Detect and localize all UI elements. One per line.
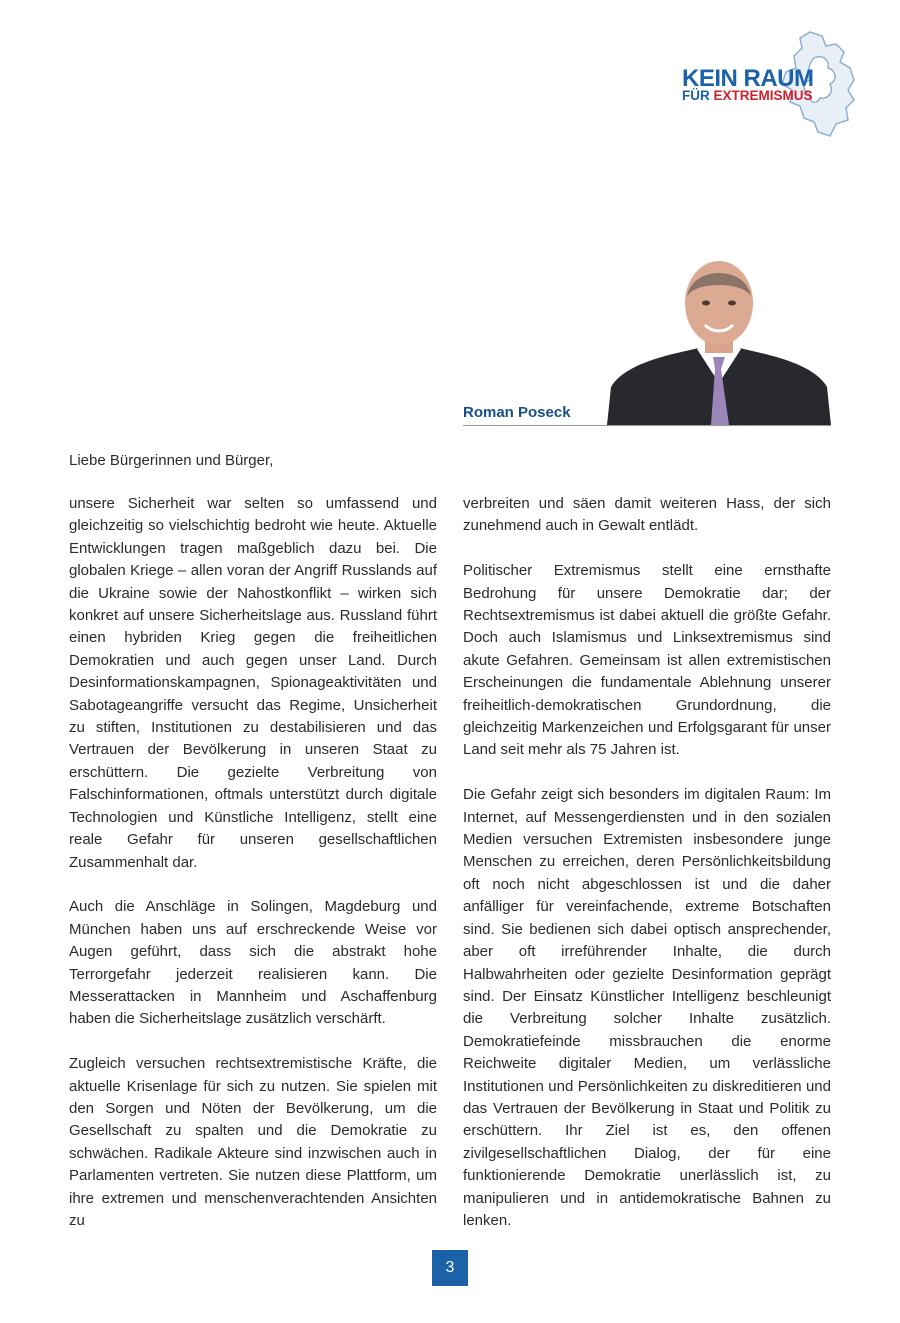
logo-subtitle-accent: EXTREMISMUS <box>713 88 813 103</box>
text-column-right <box>463 493 831 1255</box>
portrait-caption: Roman Poseck <box>463 404 571 421</box>
paragraph: verbreiten und säen damit weiteren Hass, der sich zunehmend auch in Gewalt entlädt. <box>463 495 831 535</box>
caption-divider <box>463 425 831 426</box>
text-column-left <box>69 493 437 1255</box>
logo-subtitle <box>682 88 813 104</box>
portrait-photo <box>607 247 831 425</box>
paragraph: unsere Sicherheit war selten so umfassend und gleichzeitig so vielschichtig bedroht wie heute. Aktuelle Entwicklungen tragen maßgeblich dazu bei. Die globalen Kriege – allen voran der Angriff Russlands auf die Ukraine sowie der Nahostkonflikt – wirken sich konkret auf unsere Sicherheitslage aus. Russland führt einen hybriden Krieg gegen die freiheitlichen Demokratien und auch gegen unser Land. Durch Desinformationskampagnen, Spionageaktivitäten und Sabotageangriffe versucht das Regime, Unsicherheit zu stiften, Institutionen zu destabilisieren und das Vertrauen der Bevölkerung in unseren Staat zu erschüttern. Die gezielte Verbreitung von Falschinformationen, oftmals unterstützt durch digitale Technologien und Künstliche Intelligenz, stellt eine reale Gefahr für unseren gesellschaftlichen Zusammenhalt dar. <box>69 495 437 871</box>
paragraph: Die Gefahr zeigt sich besonders im digitalen Raum: Im Internet, auf Messengerdiensten und in den sozialen Medien versuchen Extremisten insbesondere junge Menschen zu erreichen, deren Persönlichkeitsbildung oft noch nicht abgeschlossen ist und die daher anfälliger für vereinfachende, extreme Botschaften sind. Sie bedienen sich dabei optisch ansprechender, aber oft irreführender Inhalte, die durch Halbwahrheiten oder gezielte Desinformation geprägt sind. Der Einsatz Künstlicher Intelligenz beschleunigt die Verbreitung solcher Inhalte zusätzlich. Demokratiefeinde missbrauchen die enorme Reichweite digitaler Medien, um verlässliche Institutionen und Persönlichkeiten zu diskreditieren und das Vertrauen der Bevölkerung in Staat und Politik zu erschüttern. Ihr Ziel ist es, den offenen zivilgesellschaftlichen Dialog, der für eine funktionierende Demokratie unerlässlich ist, zu manipulieren und in antidemokratische Bahnen zu lenken. <box>463 786 831 1229</box>
logo-title: KEIN RAUM <box>682 65 814 92</box>
paragraph: Auch die Anschläge in Solingen, Magdeburg und München haben uns auf erschreckende Weise vor Augen geführt, dass sich die abstrakt hohe Terrorgefahr jederzeit realisieren kann. Die Messerattacken in Mannheim und Aschaffenburg haben die Sicherheitslage zusätzlich verschärft. <box>69 898 437 1028</box>
letter-salutation: Liebe Bürgerinnen und Bürger, <box>69 452 274 469</box>
campaign-logo <box>678 28 863 140</box>
paragraph: Zugleich versuchen rechtsextremistische Kräfte, die aktuelle Krisenlage für sich zu nutzen. Sie spielen mit den Sorgen und Nöten der Bevölkerung, um die Gesellschaft zu spalten und die Demokratie zu schwächen. Radikale Akteure sind inzwischen auch in Parlamenten vertreten. Sie nutzen diese Plattform, um ihre extremen und menschenverachtenden Ansichten zu <box>69 1055 437 1229</box>
logo-subtitle-prefix: FÜR <box>682 88 710 103</box>
paragraph: Politischer Extremismus stellt eine ernsthafte Bedrohung für unsere Demokratie dar; der Rechtsextremismus ist dabei aktuell die größte Gefahr. Doch auch Islamismus und Linksextremismus sind akute Gefahren. Gemeinsam ist allen extremistischen Erscheinungen die fundamentale Ablehnung unserer freiheitlich-demokratischen Grundordnung, die gleichzeitig Markenzeichen und Erfolgsgarant für unser Land seit mehr als 75 Jahren ist. <box>463 562 831 759</box>
page-number: 3 <box>432 1250 468 1286</box>
